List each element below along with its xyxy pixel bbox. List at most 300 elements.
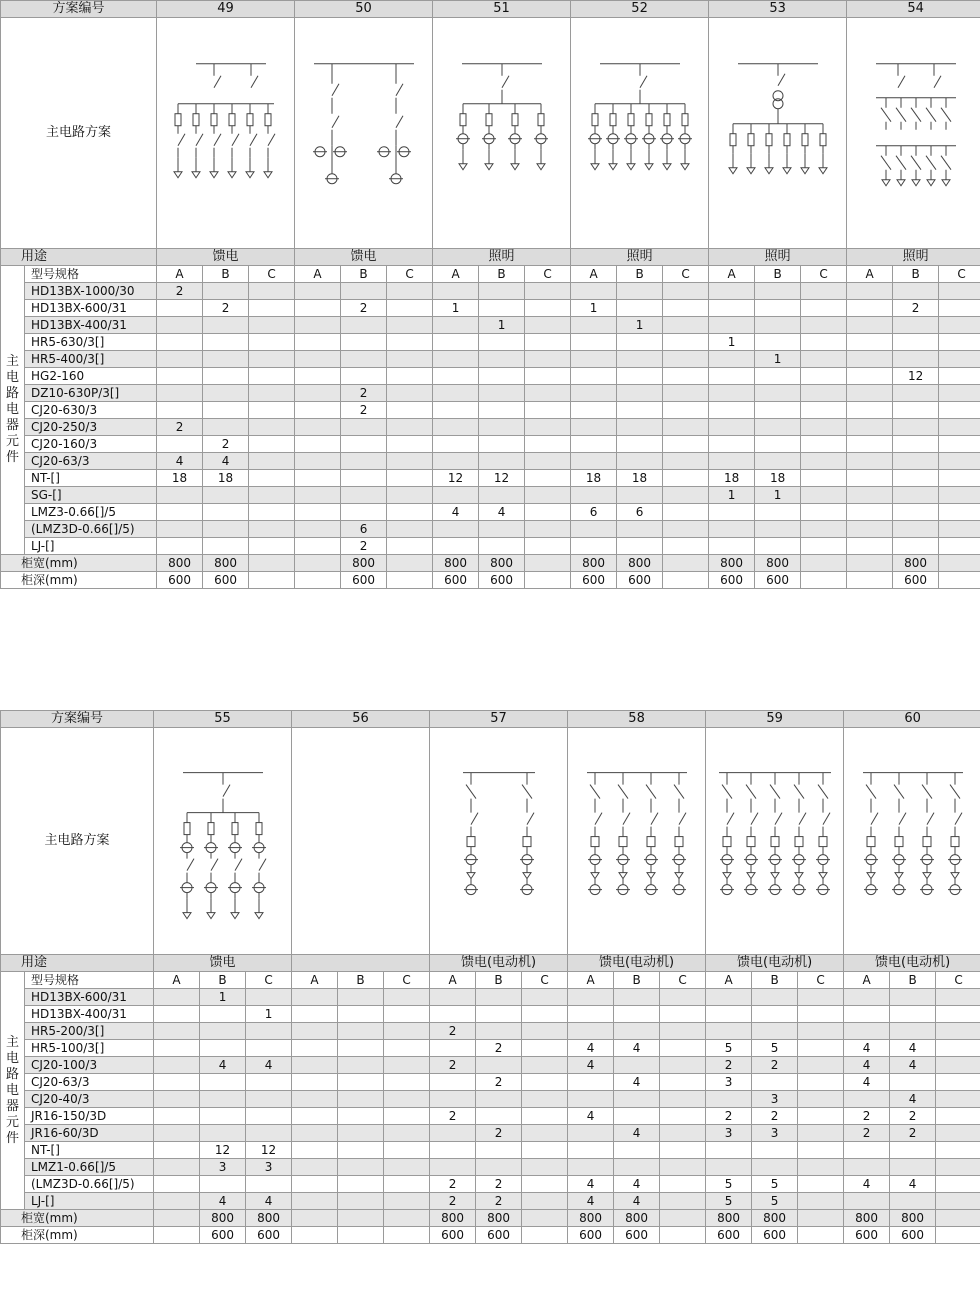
table-row [1,1108,980,1125]
component-qty [617,538,663,555]
component-qty [844,1023,890,1040]
component-qty [387,368,433,385]
variant-header: B [617,266,663,283]
component-qty [890,1006,936,1023]
cabinet-depth-value: 600 [157,572,203,589]
component-qty [479,351,525,368]
cabinet-width-value [525,555,571,572]
component-qty: 4 [568,1108,614,1125]
component-qty [801,419,847,436]
usage-value: 照明 [709,249,847,266]
component-qty [292,1159,338,1176]
component-qty [936,989,980,1006]
component-qty [522,1159,568,1176]
component-qty [663,351,709,368]
cabinet-width-value: 800 [755,555,801,572]
component-model: HD13BX-600/31 [25,989,154,1006]
component-qty [157,487,203,504]
component-qty [617,283,663,300]
variant-header: A [847,266,893,283]
component-qty [755,283,801,300]
component-qty [847,300,893,317]
component-qty [433,351,479,368]
component-qty [157,436,203,453]
cabinet-depth-value: 600 [614,1227,660,1244]
variant-header: B [752,972,798,989]
component-qty [387,351,433,368]
component-qty [571,368,617,385]
component-qty [709,368,755,385]
component-qty [522,1006,568,1023]
component-qty [847,419,893,436]
component-qty: 1 [755,351,801,368]
component-qty [384,1108,430,1125]
component-qty [893,283,939,300]
component-qty [847,470,893,487]
variant-header: A [706,972,752,989]
component-qty: 2 [430,1108,476,1125]
component-qty [801,300,847,317]
component-qty [387,317,433,334]
component-qty: 2 [430,1176,476,1193]
component-qty: 2 [203,300,249,317]
usage-value: 馈电(电动机) [568,955,706,972]
component-qty [936,1108,980,1125]
component-qty: 12 [479,470,525,487]
component-qty [798,1023,844,1040]
component-qty [387,334,433,351]
variant-header: B [755,266,801,283]
table-row [1,1023,980,1040]
cabinet-width-value: 800 [476,1210,522,1227]
component-qty [249,453,295,470]
component-qty [433,419,479,436]
cabinet-depth-value: 600 [617,572,663,589]
component-qty: 6 [617,504,663,521]
component-qty [157,504,203,521]
table-row [1,334,980,351]
component-qty [709,538,755,555]
cabinet-depth-value [660,1227,706,1244]
component-qty [292,1108,338,1125]
component-qty [476,1006,522,1023]
table-row [1,504,980,521]
cabinet-width-value: 800 [614,1210,660,1227]
component-model: SG-[] [25,487,157,504]
component-qty [893,334,939,351]
cabinet-depth-value: 600 [706,1227,752,1244]
component-qty: 2 [157,419,203,436]
variant-header: B [341,266,387,283]
cabinet-depth-value [939,572,980,589]
component-qty [798,1159,844,1176]
circuit-diagram [709,18,847,249]
cabinet-width-value: 800 [844,1210,890,1227]
table-row [1,402,980,419]
component-qty [203,487,249,504]
table-row [1,1091,980,1108]
component-qty: 3 [706,1125,752,1142]
component-qty [617,402,663,419]
scheme-number: 56 [292,711,430,728]
component-qty [663,470,709,487]
table-row [1,1006,980,1023]
component-qty [157,402,203,419]
variant-header: A [571,266,617,283]
component-qty [249,521,295,538]
component-qty [387,487,433,504]
cabinet-depth-value [295,572,341,589]
cabinet-width-value [522,1210,568,1227]
component-qty [295,470,341,487]
component-qty: 1 [755,487,801,504]
component-qty [338,1040,384,1057]
component-qty [847,351,893,368]
cabinet-width-value: 800 [246,1210,292,1227]
component-model: LMZ1-0.66[]/5 [25,1159,154,1176]
component-qty: 2 [341,538,387,555]
cabinet-depth-value: 600 [200,1227,246,1244]
component-qty [387,419,433,436]
component-qty [295,402,341,419]
component-qty [755,385,801,402]
component-qty: 2 [476,1125,522,1142]
usage-value: 馈电 [157,249,295,266]
component-qty [847,385,893,402]
component-qty [617,300,663,317]
component-qty [384,1091,430,1108]
component-qty [430,1125,476,1142]
component-qty [522,1057,568,1074]
component-qty: 4 [568,1176,614,1193]
component-qty: 4 [433,504,479,521]
component-qty [433,538,479,555]
scheme-number-row [1,1,980,18]
component-qty: 2 [341,300,387,317]
variant-header: C [936,972,980,989]
scheme-number-label: 方案编号 [1,711,154,728]
component-qty [341,453,387,470]
component-qty [939,521,980,538]
usage-row [1,249,980,266]
component-qty [660,1108,706,1125]
component-qty: 18 [203,470,249,487]
component-qty [292,989,338,1006]
component-qty [154,1057,200,1074]
component-model: HR5-200/3[] [25,1023,154,1040]
cabinet-depth-value: 600 [571,572,617,589]
component-qty [295,419,341,436]
component-qty: 2 [706,1108,752,1125]
component-qty [384,1142,430,1159]
component-qty: 3 [200,1159,246,1176]
component-qty: 2 [752,1057,798,1074]
component-qty [384,1074,430,1091]
component-qty [341,419,387,436]
component-qty [338,1125,384,1142]
cabinet-depth-value: 600 [844,1227,890,1244]
component-qty [249,504,295,521]
component-qty [798,1142,844,1159]
component-qty [617,453,663,470]
cabinet-depth-value: 600 [893,572,939,589]
component-qty [847,453,893,470]
component-qty: 4 [246,1193,292,1210]
cabinet-depth-row [1,1227,980,1244]
component-qty [893,419,939,436]
component-qty [522,1040,568,1057]
component-qty [154,1142,200,1159]
component-qty [479,385,525,402]
component-qty [844,1159,890,1176]
component-qty [246,1023,292,1040]
component-qty [384,1040,430,1057]
component-qty [476,989,522,1006]
component-qty [203,334,249,351]
variant-header: B [338,972,384,989]
variant-header: B [203,266,249,283]
variant-header: A [157,266,203,283]
component-qty: 4 [890,1057,936,1074]
cabinet-depth-value [847,572,893,589]
component-qty [801,436,847,453]
component-qty: 4 [614,1193,660,1210]
component-qty [157,351,203,368]
component-qty [338,989,384,1006]
cabinet-width-value [801,555,847,572]
component-qty [203,368,249,385]
component-qty: 4 [568,1040,614,1057]
component-model: HD13BX-400/31 [25,317,157,334]
component-qty [660,1125,706,1142]
cabinet-depth-value: 600 [479,572,525,589]
component-qty [617,436,663,453]
scheme-number: 52 [571,1,709,18]
component-qty [479,402,525,419]
component-qty [430,1159,476,1176]
cabinet-width-label: 柜宽(mm) [1,1210,154,1227]
component-qty [157,317,203,334]
component-qty [755,436,801,453]
circuit-diagram [847,18,980,249]
scheme-table-55-60 [0,710,980,1244]
circuit-diagram [433,18,571,249]
cabinet-depth-label: 柜深(mm) [1,1227,154,1244]
component-qty [154,1006,200,1023]
component-qty [752,1159,798,1176]
component-qty [893,402,939,419]
main-circuit-label: 主电路方案 [1,728,154,955]
component-model: NT-[] [25,1142,154,1159]
component-qty: 2 [706,1057,752,1074]
component-qty [433,402,479,419]
component-qty [571,385,617,402]
component-qty [525,334,571,351]
component-model: HG2-160 [25,368,157,385]
scheme-number-label: 方案编号 [1,1,157,18]
table-row [1,1057,980,1074]
component-qty: 4 [568,1057,614,1074]
component-qty [525,538,571,555]
component-qty: 2 [341,385,387,402]
component-qty [522,1074,568,1091]
component-qty [522,989,568,1006]
component-qty: 4 [614,1074,660,1091]
component-qty: 2 [890,1125,936,1142]
component-qty [801,334,847,351]
component-qty [295,521,341,538]
component-qty [571,283,617,300]
component-qty: 2 [430,1057,476,1074]
component-qty [341,283,387,300]
component-qty: 4 [844,1057,890,1074]
component-qty [660,1142,706,1159]
component-qty [430,1142,476,1159]
component-qty: 5 [752,1176,798,1193]
cabinet-width-value: 800 [709,555,755,572]
component-qty [571,538,617,555]
cabinet-depth-value [249,572,295,589]
component-qty [939,436,980,453]
variant-header: A [430,972,476,989]
component-qty [663,487,709,504]
component-qty: 12 [246,1142,292,1159]
scheme-number-row [1,711,980,728]
component-qty [936,1125,980,1142]
component-qty: 5 [706,1040,752,1057]
component-model: JR16-60/3D [25,1125,154,1142]
component-qty [479,453,525,470]
component-qty [939,334,980,351]
component-qty [706,1006,752,1023]
spec-row [1,266,980,283]
component-qty [154,1176,200,1193]
component-qty [203,317,249,334]
component-qty [384,1023,430,1040]
component-qty [292,1091,338,1108]
table-row [1,470,980,487]
component-qty: 12 [200,1142,246,1159]
variant-header: A [844,972,890,989]
component-qty [847,538,893,555]
component-qty [476,1159,522,1176]
component-qty [246,1108,292,1125]
component-qty [154,1159,200,1176]
component-qty [936,1023,980,1040]
component-qty [433,453,479,470]
component-group-label: 主电路电器元件 [1,972,25,1210]
component-qty [798,1040,844,1057]
variant-header: A [154,972,200,989]
component-qty [893,453,939,470]
component-qty [154,1074,200,1091]
cabinet-depth-value: 600 [433,572,479,589]
component-qty [663,283,709,300]
component-qty [246,1074,292,1091]
component-qty [798,1108,844,1125]
cabinet-width-value: 800 [430,1210,476,1227]
component-qty [755,368,801,385]
component-qty [936,1091,980,1108]
component-qty [660,1074,706,1091]
table-row [1,317,980,334]
component-qty: 4 [200,1057,246,1074]
component-qty [387,538,433,555]
component-qty [154,1125,200,1142]
component-qty [893,385,939,402]
circuit-diagram [706,728,844,955]
component-qty [939,419,980,436]
component-qty: 4 [890,1040,936,1057]
component-model: CJ20-250/3 [25,419,157,436]
component-qty [384,1057,430,1074]
component-qty [338,1006,384,1023]
component-qty: 2 [430,1023,476,1040]
component-qty [614,1091,660,1108]
scheme-table-49-54 [0,0,980,589]
component-qty: 1 [617,317,663,334]
component-qty: 4 [614,1040,660,1057]
usage-label: 用途 [1,955,154,972]
component-qty: 3 [706,1074,752,1091]
component-qty: 6 [571,504,617,521]
component-qty [433,368,479,385]
component-qty [706,989,752,1006]
component-qty [522,1023,568,1040]
component-qty [706,1023,752,1040]
component-qty [568,1006,614,1023]
variant-header: C [246,972,292,989]
component-qty: 4 [844,1176,890,1193]
component-qty [939,470,980,487]
component-qty [801,317,847,334]
component-qty [801,385,847,402]
cabinet-width-value: 800 [200,1210,246,1227]
component-qty [617,351,663,368]
component-qty [295,334,341,351]
component-qty [430,1074,476,1091]
scheme-number: 59 [706,711,844,728]
component-qty [522,1176,568,1193]
component-qty [249,300,295,317]
component-qty [525,385,571,402]
component-qty [660,1040,706,1057]
component-qty [249,538,295,555]
component-qty [571,402,617,419]
component-qty [384,989,430,1006]
component-qty [801,368,847,385]
circuit-diagram [844,728,980,955]
table-row [1,1040,980,1057]
cabinet-depth-value: 600 [430,1227,476,1244]
component-qty [430,1091,476,1108]
component-qty [522,1193,568,1210]
component-qty [479,334,525,351]
component-qty [384,1006,430,1023]
component-qty [157,368,203,385]
component-qty [844,989,890,1006]
component-qty [939,317,980,334]
component-qty [936,1057,980,1074]
component-qty [200,1023,246,1040]
component-qty [246,1176,292,1193]
scheme-number: 53 [709,1,847,18]
component-qty [663,300,709,317]
component-qty [479,300,525,317]
component-qty [203,504,249,521]
cabinet-width-value [798,1210,844,1227]
table-row [1,1142,980,1159]
